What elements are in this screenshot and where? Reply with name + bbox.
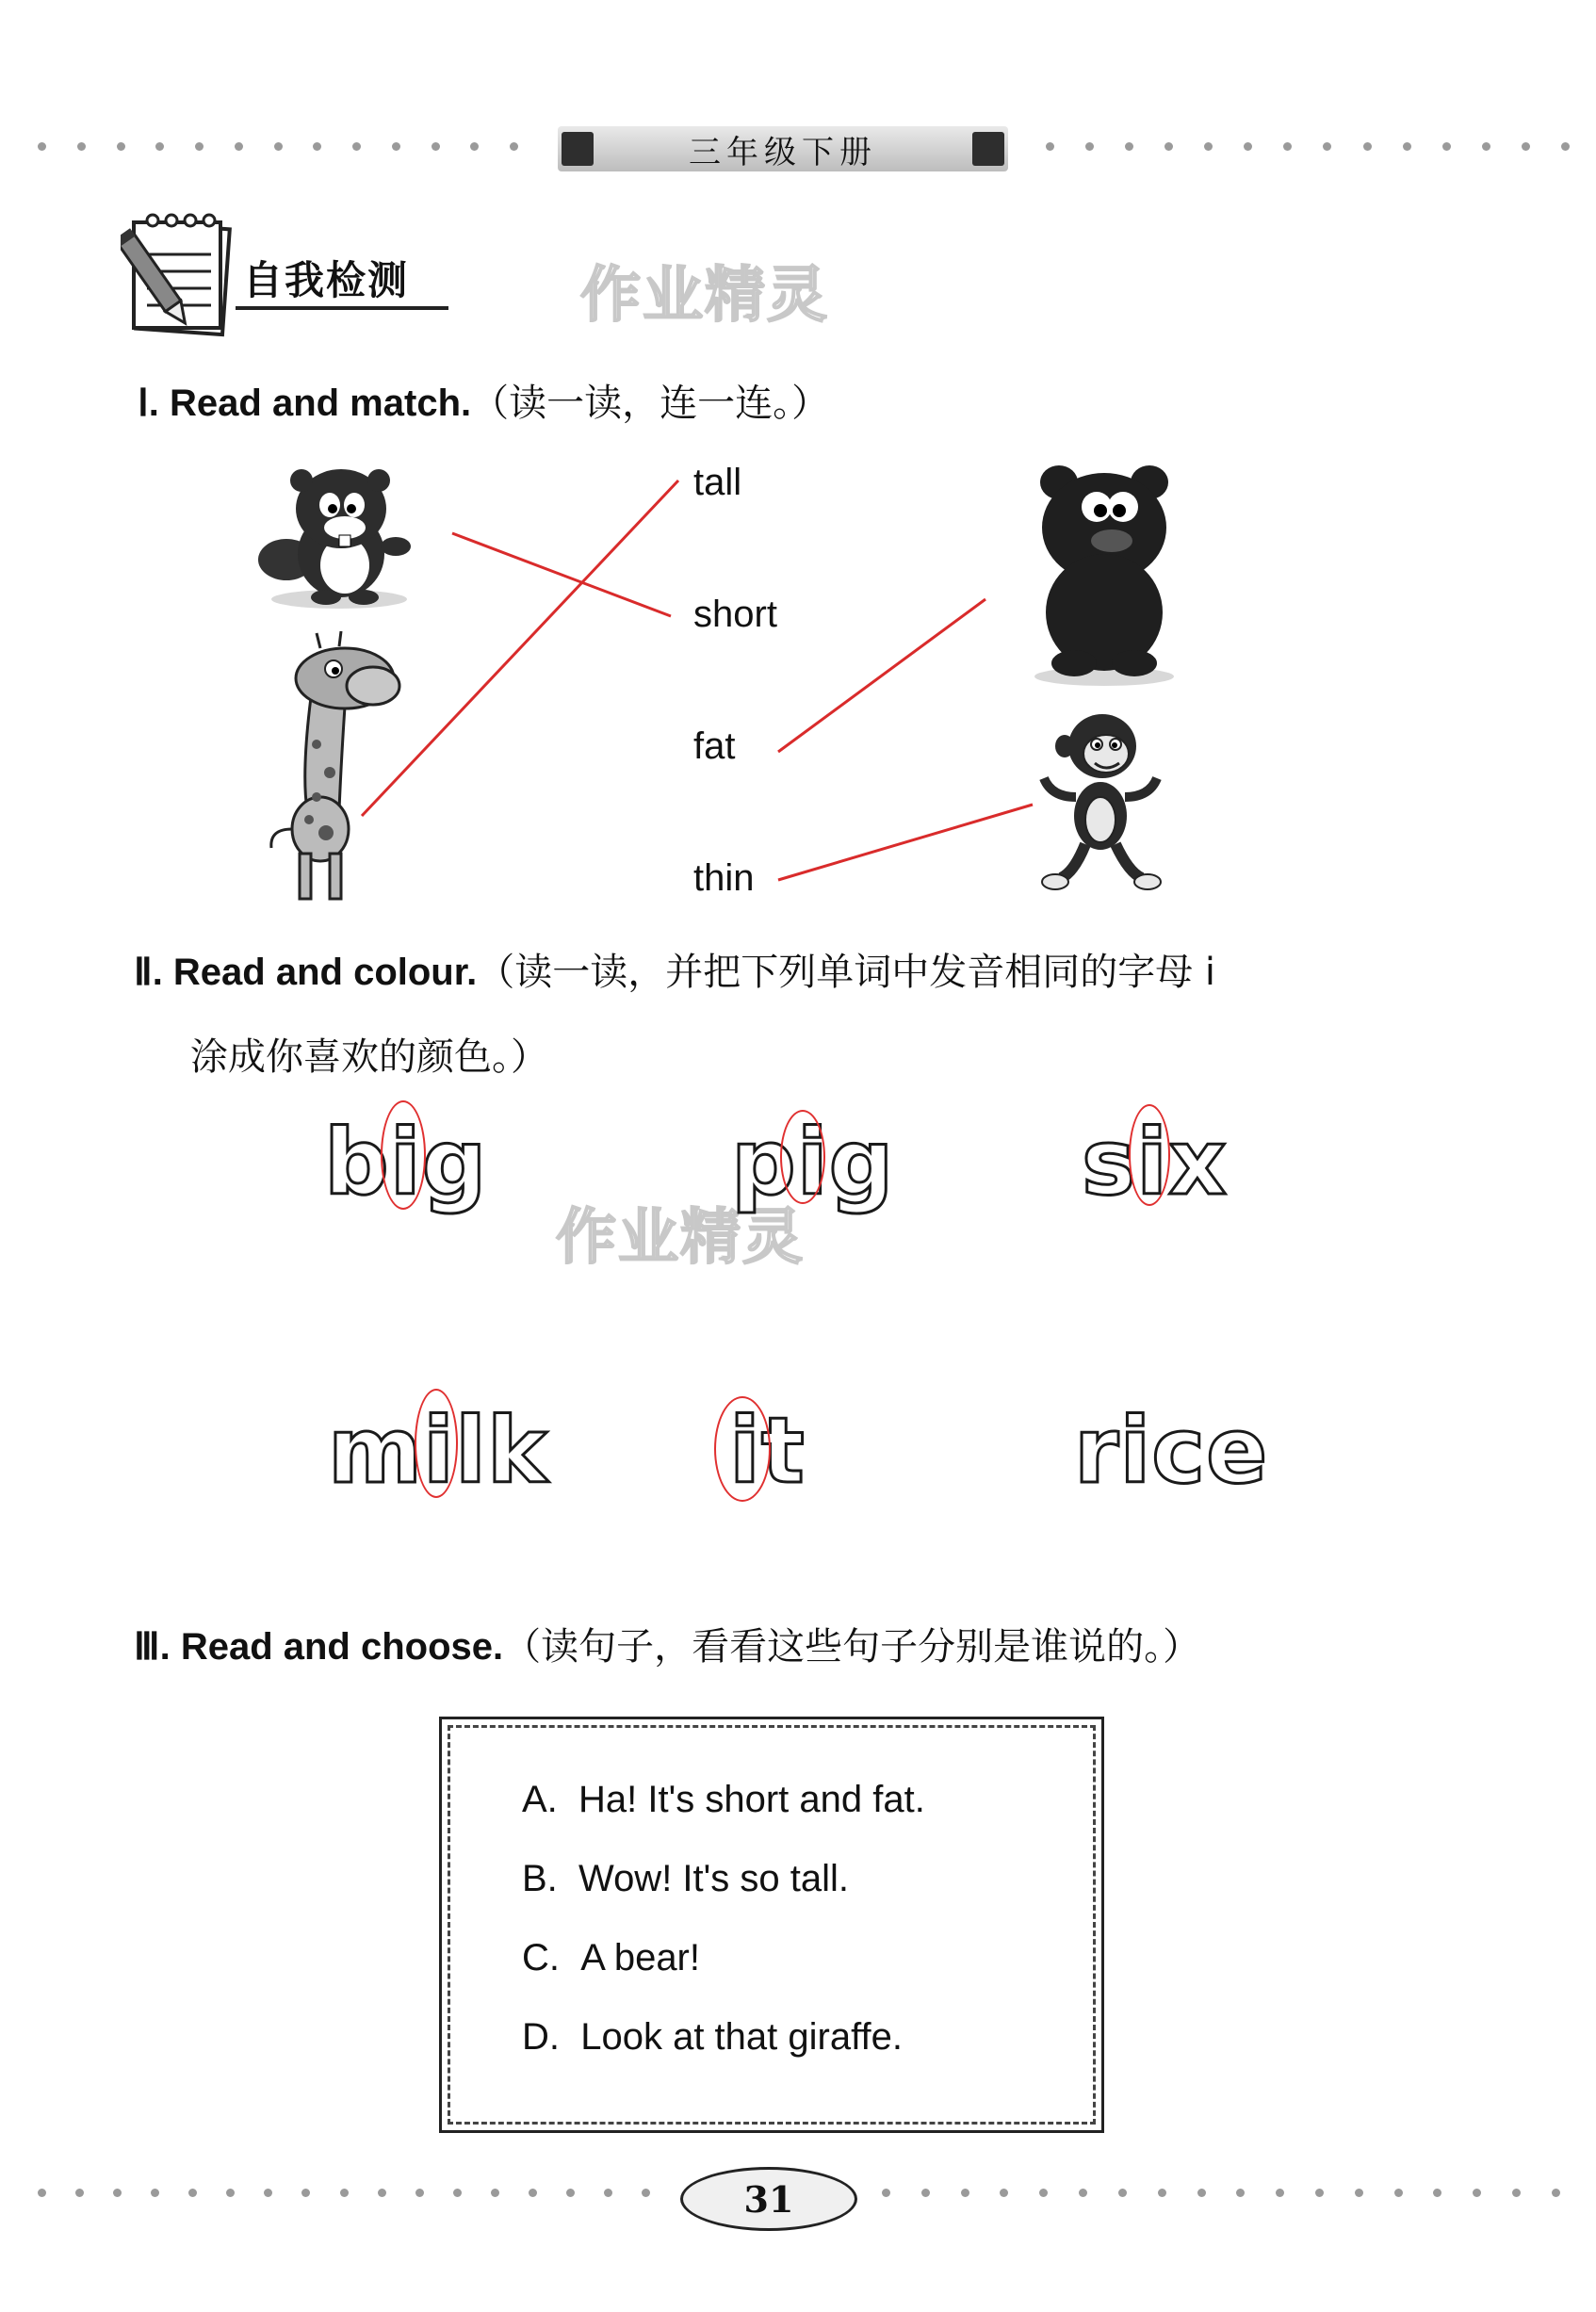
- watermark-middle: 作业精灵: [556, 1203, 805, 1273]
- section-title: 自我检测: [243, 257, 410, 303]
- choice-c[interactable]: [522, 1937, 700, 1979]
- page-number: 31: [743, 2177, 794, 2221]
- line-thin-monkey: [778, 805, 1033, 880]
- bottom-dots-right: [882, 2186, 1560, 2199]
- circle-it-i: [714, 1396, 771, 1502]
- choice-text: Look at that giraffe.: [580, 2016, 903, 2058]
- colour-word-rice[interactable]: rice: [1074, 1398, 1269, 1504]
- q2-numeral: Ⅱ: [134, 952, 153, 993]
- choice-text: Wow! It's so tall.: [578, 1858, 850, 1899]
- q3-instruction: （读句子，看看这些句子分别是谁说的。）: [503, 1625, 1201, 1669]
- grade-label: 三年级下册: [689, 133, 877, 171]
- colour-word-milk[interactable]: milk: [328, 1398, 548, 1504]
- circle-big-i: [381, 1100, 426, 1210]
- watermark-top: 作业精灵: [580, 261, 829, 331]
- q3-numeral: Ⅲ: [134, 1626, 160, 1668]
- choice-d[interactable]: [522, 2016, 903, 2059]
- circle-six-i: [1129, 1104, 1170, 1206]
- choice-letter: D.: [522, 2016, 560, 2058]
- q1-instruction: （读一读，连一连。）: [471, 382, 830, 425]
- colour-word-six[interactable]: six: [1082, 1110, 1228, 1215]
- q1-heading: Ⅰ. Read and match.（读一读，连一连。）: [138, 382, 830, 425]
- bottom-dots-left: [38, 2186, 650, 2199]
- colour-word-it[interactable]: it: [729, 1398, 806, 1504]
- match-answer-lines: [0, 0, 1596, 942]
- circle-pig-i: [780, 1110, 825, 1204]
- q2-heading: Ⅱ. Read and colour.（读一读，并把下列单词中发音相同的字母 i: [134, 951, 1216, 994]
- q2-title: Read and colour.: [172, 952, 478, 993]
- choice-letter: B.: [522, 1858, 558, 1899]
- circle-milk-i: [415, 1389, 458, 1498]
- colour-word-pig[interactable]: pig: [731, 1110, 895, 1215]
- match-word-fat[interactable]: fat: [693, 725, 736, 767]
- line-fat-bear: [778, 599, 985, 752]
- choice-b[interactable]: [522, 1858, 849, 1900]
- q2-instruction-line2: 涂成你喜欢的颜色。）: [190, 1035, 548, 1079]
- match-word-short[interactable]: short: [693, 594, 777, 635]
- q1-numeral: Ⅰ: [138, 383, 149, 424]
- choice-a[interactable]: [522, 1779, 925, 1821]
- page-number-badge: [680, 2167, 857, 2231]
- choice-letter: C.: [522, 1937, 560, 1978]
- match-word-tall[interactable]: tall: [693, 462, 742, 503]
- q3-heading: Ⅲ. Read and choose.（读句子，看看这些句子分别是谁说的。）: [134, 1625, 1201, 1669]
- colour-word-big[interactable]: big: [324, 1110, 488, 1215]
- choice-text: A bear!: [580, 1937, 700, 1978]
- choice-letter: A.: [522, 1779, 558, 1820]
- q2-instruction-line1: （读一读，并把下列单词中发音相同的字母 i: [477, 951, 1216, 994]
- choice-text: Ha! It's short and fat.: [578, 1779, 925, 1820]
- q3-title: Read and choose.: [180, 1626, 504, 1668]
- q1-title: Read and match.: [170, 383, 472, 424]
- match-word-thin[interactable]: thin: [693, 857, 755, 899]
- line-giraffe-tall: [362, 480, 678, 816]
